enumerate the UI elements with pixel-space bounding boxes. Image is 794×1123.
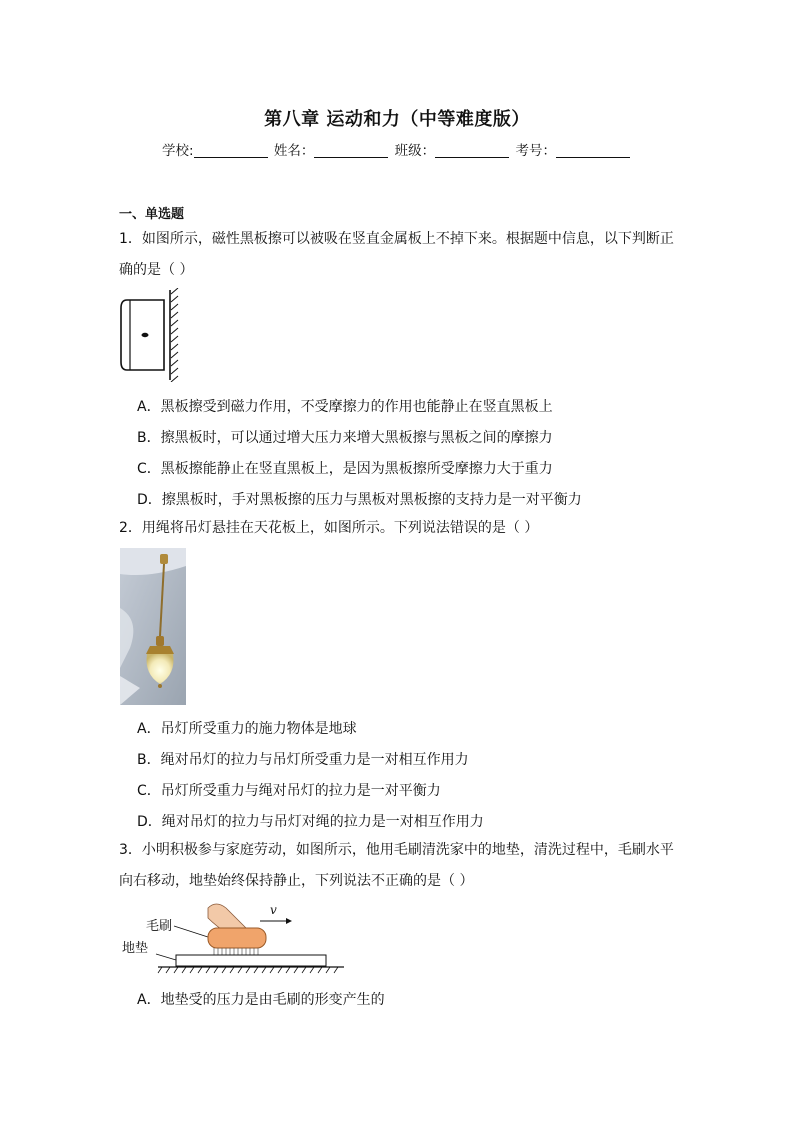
question-text: 小明积极参与家庭劳动，如图所示，他用毛刷清洗家中的地垫，清洗过程中，毛刷水平向右移动，地垫始终保持静止，下列说法不正确的是（ ） <box>119 842 674 889</box>
school-blank[interactable] <box>194 143 268 158</box>
question-number: 1． <box>119 231 142 247</box>
option-1a[interactable]: A．黑板擦受到磁力作用，不受摩擦力的作用也能静止在竖直黑板上 <box>137 399 553 415</box>
student-info-row <box>0 139 794 159</box>
option-2d[interactable]: D．绳对吊灯的拉力与吊灯对绳的拉力是一对相互作用力 <box>137 814 484 830</box>
id-label: 考号： <box>515 143 556 159</box>
option-1b[interactable]: B．擦黑板时，可以通过增大压力来增大黑板擦与黑板之间的摩擦力 <box>137 430 553 446</box>
option-2c[interactable]: C．吊灯所受重力与绳对吊灯的拉力是一对平衡力 <box>137 783 441 799</box>
page-title: 第八章 运动和力（中等难度版） <box>264 109 530 130</box>
question-text: 如图所示，磁性黑板擦可以被吸在竖直金属板上不掉下来。根据题中信息，以下判断正确的是（ ） <box>119 231 674 278</box>
option-3a[interactable]: A．地垫受的压力是由毛刷的形变产生的 <box>137 992 385 1008</box>
blackboard-eraser-figure <box>118 288 182 382</box>
option-2b[interactable]: B．绳对吊灯的拉力与吊灯所受重力是一对相互作用力 <box>137 752 469 768</box>
brush-mat-figure <box>116 900 348 978</box>
velocity-label: v <box>270 903 277 917</box>
question-number: 2． <box>119 520 142 536</box>
hanging-lamp-photo <box>120 548 186 705</box>
question-text: 用绳将吊灯悬挂在天花板上，如图所示。下列说法错误的是（ ） <box>141 520 539 536</box>
school-label: 学校: <box>162 143 194 159</box>
name-blank[interactable] <box>314 143 388 158</box>
class-label: 班级： <box>394 143 436 159</box>
question-1-stem <box>119 224 679 286</box>
question-3-stem <box>119 835 679 897</box>
question-2-stem <box>119 513 679 544</box>
option-2a[interactable]: A．吊灯所受重力的施力物体是地球 <box>137 721 357 737</box>
name-label: 姓名： <box>273 143 315 159</box>
class-blank[interactable] <box>435 143 509 158</box>
mat-label: 地垫 <box>122 941 149 956</box>
brush-label: 毛刷 <box>146 919 173 934</box>
option-1d[interactable]: D．擦黑板时，手对黑板擦的压力与黑板对黑板擦的支持力是一对平衡力 <box>137 492 582 508</box>
question-number: 3． <box>119 842 142 858</box>
section-heading: 一、单选题 <box>119 207 185 222</box>
option-1c[interactable]: C．黑板擦能静止在竖直黑板上，是因为黑板擦所受摩擦力大于重力 <box>137 461 553 477</box>
id-blank[interactable] <box>556 143 630 158</box>
